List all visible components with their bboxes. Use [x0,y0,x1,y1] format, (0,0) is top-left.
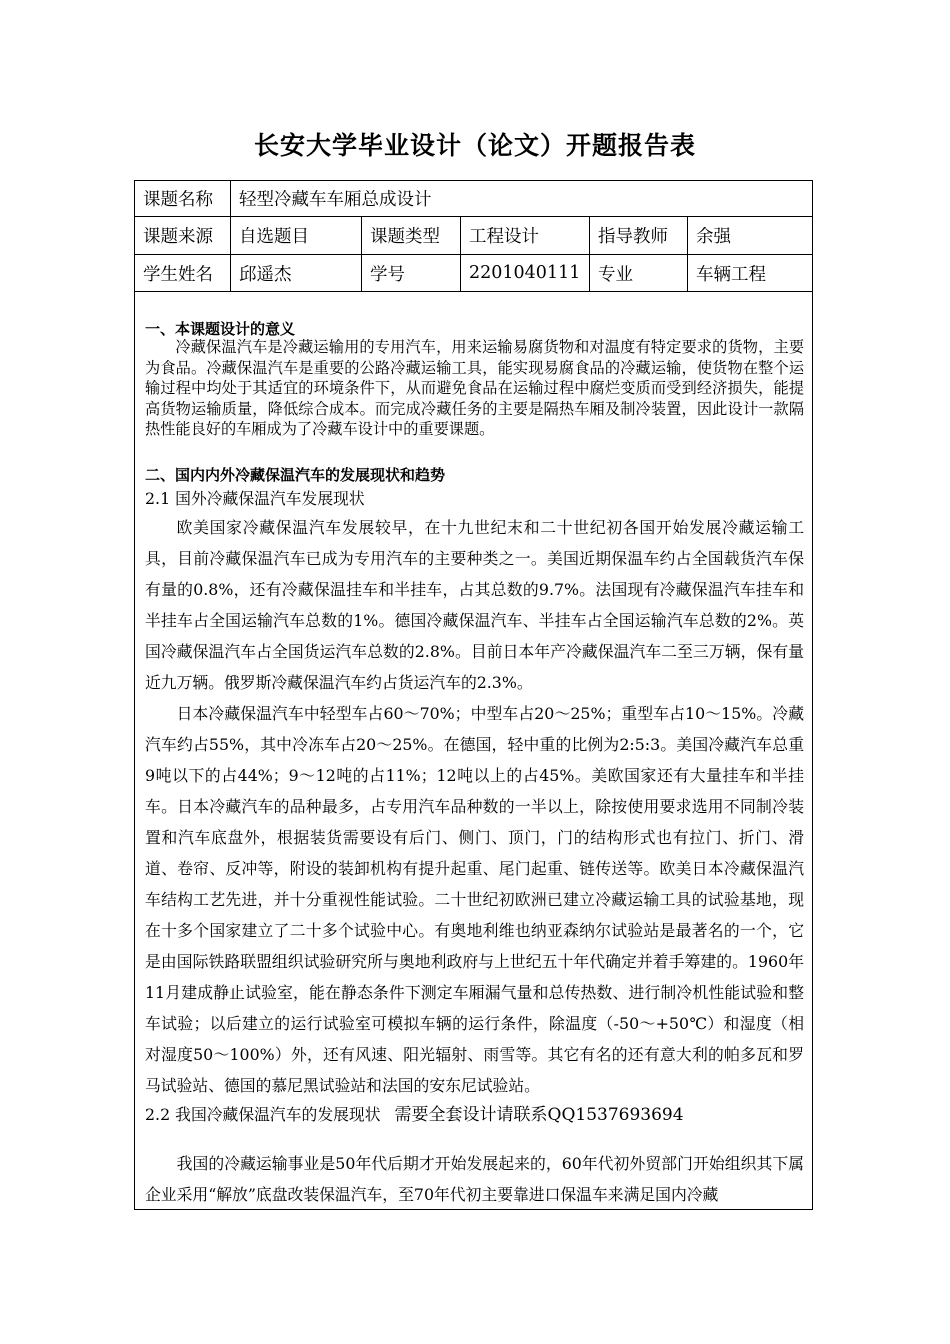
type-value: 工程设计 [461,217,590,254]
section2-1-paragraph1: 欧美国家冷藏保温汽车发展较早，在十九世纪末和二十世纪初各国开始发展冷藏运输工具，目前冷藏保温汽车已成为专用汽车的主要种类之一。美国近期保温车约占全国载货汽车保有量的0.8%，还有冷藏保温挂车和半挂车，占其总数的9.7%。法国现有冷藏保温汽车挂车和半挂车占全国运输汽车总数的1%。德国冷藏保温汽车、半挂车占全国运输汽车总数的2%。英国冷藏保温汽车占全国货运汽车总数的2.8%。目前日本年产冷藏保温汽车二至三万辆，保有量近九万辆。俄罗斯冷藏保温汽车约占货运汽车的2.3%。 [145,518,804,692]
section2-1-heading: 2.1 国外冷藏保温汽车发展现状 [145,489,365,508]
section1-heading: 一、本课题设计的意义 [145,320,296,338]
section1-paragraph: 冷藏保温汽车是冷藏运输用的专用汽车，用来运输易腐货物和对温度有特定要求的货物，主要为食品。冷藏保温汽车是重要的公路冷藏运输工具，能实现易腐食品的冷藏运输，使货物在整个运输过程中均处于其适宜的环境条件下，从而避免食品在运输过程中腐烂变质而受到经济损失，能提高货物运输质量，降低综合成本。而完成冷藏任务的主要是隔热车厢及制冷装置，因此设计一款隔热性能良好的车厢成为了冷藏车设计中的重要课题。 [145,338,804,438]
major-label: 专业 [590,255,688,291]
topic-value: 轻型冷藏车车厢总成设计 [239,190,432,210]
section2-2-paragraph: 我国的冷藏运输事业是50年代后期才开始发展起来的，60年代初外贸部门开始组织其下属企业采用“解放”底盘改装保温汽车，至70年代初主要靠进口保温车来满足国内冷藏 [145,1154,804,1204]
student-id-value: 2201040111 [461,255,590,291]
advisor-label: 指导教师 [590,217,688,254]
page-title: 长安大学毕业设计（论文）开题报告表 [253,131,696,160]
report-body [135,292,812,1209]
major-value: 车辆工程 [696,264,766,285]
section2-2-heading: 2.2 我国冷藏保温汽车的发展现状 [145,1105,381,1124]
source-label: 课题来源 [135,217,231,254]
contact-note: 需要全套设计请联系QQ1537693694 [394,1105,684,1125]
section2-heading: 二、国内内外冷藏保温汽车的发展现状和趋势 [145,466,446,484]
source-value: 自选题目 [231,217,362,254]
student-value: 邱遥杰 [231,255,362,291]
info-row-topic [135,181,812,217]
info-row-source [135,217,812,255]
student-label: 学生姓名 [135,255,231,291]
section2-2-heading-line [145,1100,684,1125]
topic-label: 课题名称 [135,181,231,216]
advisor-value: 余强 [696,227,731,247]
info-row-student [135,255,812,292]
section2-1-paragraph2: 日本冷藏保温汽车中轻型车占60～70%；中型车占20～25%；重型车占10～15%。冷藏汽车约占55%，其中冷冻车占20～25%。在德国，轻中重的比例为2:5:3。美国冷藏汽车总重9吨以下的占44%；9～12吨的占11%；12吨以上的占45%。美欧国家还有大量挂车和半挂车。日本冷藏汽车的品种最多，占专用汽车品种数的一半以上，除按使用要求选用不同制冷装置和汽车底盘外，根据装货需要设有后门、侧门、顶门，门的结构形式也有拉门、折门、滑道、卷帘、反冲等，附设的装卸机构有提升起重、尾门起重、链传送等。欧美日本冷藏保温汽车结构工艺先进，并十分重视性能试验。二十世纪初欧洲已建立冷藏运输工具的试验基地，现在十多个国家建立了二十多个试验中心。有奥地利维也纳亚森纳尔试验站是最著名的一个，它是由国际铁路联盟组织试验研究所与奥地利政府与上世纪五十年代确定并着手筹建的。1960年11月建成静止试验室，能在静态条件下测定车厢漏气量和总传热数、进行制冷机性能试验和整车试验；以后建立的运行试验室可模拟车辆的运行条件，除温度（-50～+50℃）和湿度（相对湿度50～100%）外，还有风速、阳光辐射、雨雪等。其它有名的还有意大利的帕多瓦和罗马试验站、德国的慕尼黑试验站和法国的安东尼试验站。 [145,704,804,1095]
report-table [134,180,813,1210]
student-id-label: 学号 [362,255,461,291]
type-label: 课题类型 [362,217,461,254]
